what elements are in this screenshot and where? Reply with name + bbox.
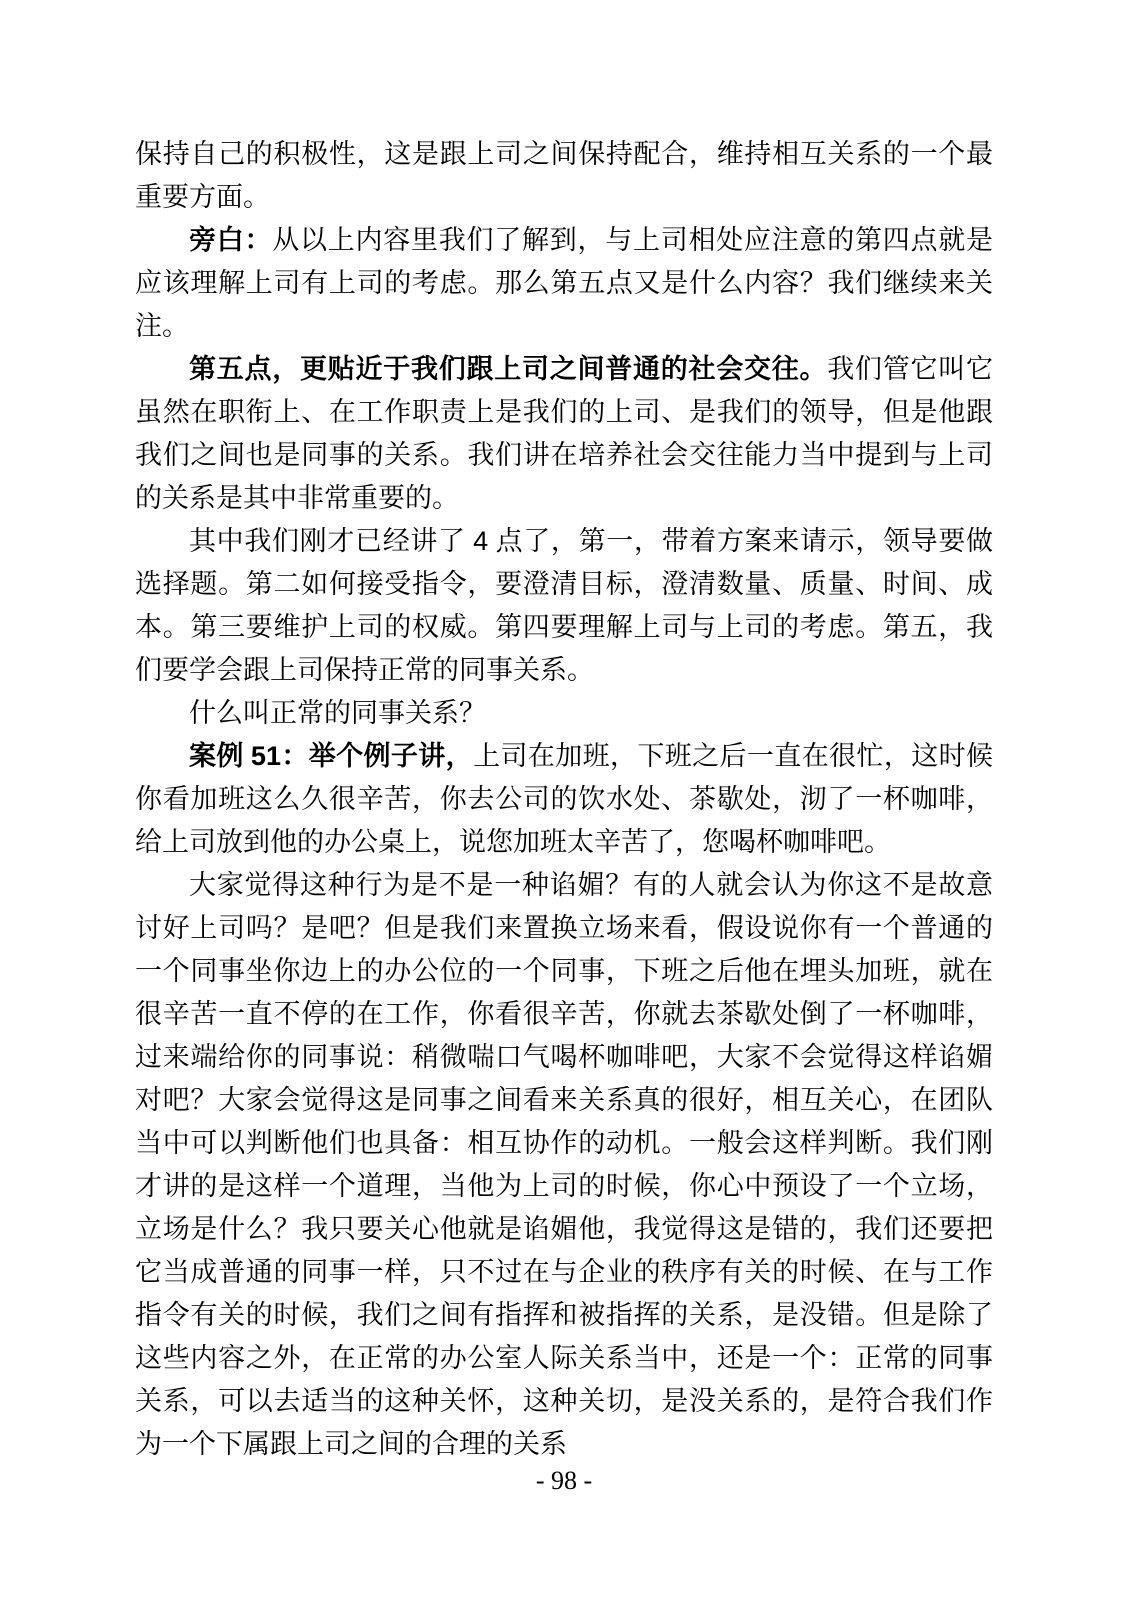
page-number: - 98 -: [535, 1466, 593, 1495]
text-run: 我们管它叫它虽然在职衔上、在工作职责上是我们的上司、是我们的领导，但是他跟我们之间也是同事的关系。我们讲在培养社会交往能力当中提到与上司的关系是其中非常重要的。: [135, 354, 993, 513]
paragraph: [135, 692, 993, 735]
text-run: 点了，第一，带着方案来请示，领导要做选择题。第二如何接受指令，要澄清目标，澄清数量、质量、时间、成本。第三要维护上司的权威。第四要理解上司与上司的考虑。第五，我们要学会跟上司保持正常的同事关系。: [135, 526, 994, 685]
text-run-bold: 第五点，更贴近于我们跟上司之间普通的社会交往。: [189, 354, 828, 384]
paragraph: [135, 133, 993, 219]
text-run: 从以上内容里我们了解到，与上司相处应注意的第四点就是应该理解上司有上司的考虑。那么第五点又是什么内容？我们继续来关注。: [135, 225, 993, 341]
text-run-number: 51: [250, 741, 281, 771]
paragraph: [135, 735, 993, 864]
paragraph: [135, 520, 993, 692]
text-run: 大家觉得这种行为是不是一种谄媚？有的人就会认为你这不是故意讨好上司吗？是吧？但是我们来置换立场来看，假设说你有一个普通的一个同事坐你边上的办公位的一个同事，下班之后他在埋头加班，就在很辛苦一直不停的在工作，你看很辛苦，你就去茶歇处倒了一杯咖啡，过来端给你的同事说：稍微喘口气喝杯咖啡吧，大家不会觉得这样谄媚对吧？大家会觉得这是同事之间看来关系真的很好，相互关心，在团队当中可以判断他们也具备：相互协作的动机。一般会这样判断。我们刚才讲的是这样一个道理，当他为上司的时候，你心中预设了一个立场，立场是什么？我只要关心他就是谄媚他，我觉得这是错的，我们还要把它当成普通的同事一样，只不过在与企业的秩序有关的时候、在与工作指令有关的时候，我们之间有指挥和被指挥的关系，是没错。但是除了这些内容之外，在正常的办公室人际关系当中，还是一个：正常的同事关系，可以去适当的这种关怀，这种关切，是没关系的，是符合我们作为一个下属跟上司之间的合理的关系: [135, 870, 993, 1459]
document-body: [135, 133, 993, 1466]
text-run-bold: 旁白：: [189, 225, 273, 255]
paragraph: [135, 219, 993, 348]
text-run-number: 4: [473, 526, 489, 556]
text-run: 上司在加班，下班之后一直在很忙，这时候你看加班这么久很辛苦，你去公司的饮水处、茶歇处，沏了一杯咖啡，给上司放到他的办公桌上，说您加班太辛苦了，您喝杯咖啡吧。: [135, 741, 994, 857]
text-run: 保持自己的积极性，这是跟上司之间保持配合，维持相互关系的一个最重要方面。: [135, 139, 993, 212]
text-run-bold: 案例: [189, 741, 251, 771]
text-run: 什么叫正常的同事关系？: [189, 698, 486, 728]
paragraph: [135, 348, 993, 520]
page-footer: [135, 1465, 993, 1497]
text-run: 其中我们刚才已经讲了: [189, 526, 474, 556]
text-run-bold: ：举个例子讲，: [280, 741, 474, 771]
paragraph: [135, 864, 993, 1466]
